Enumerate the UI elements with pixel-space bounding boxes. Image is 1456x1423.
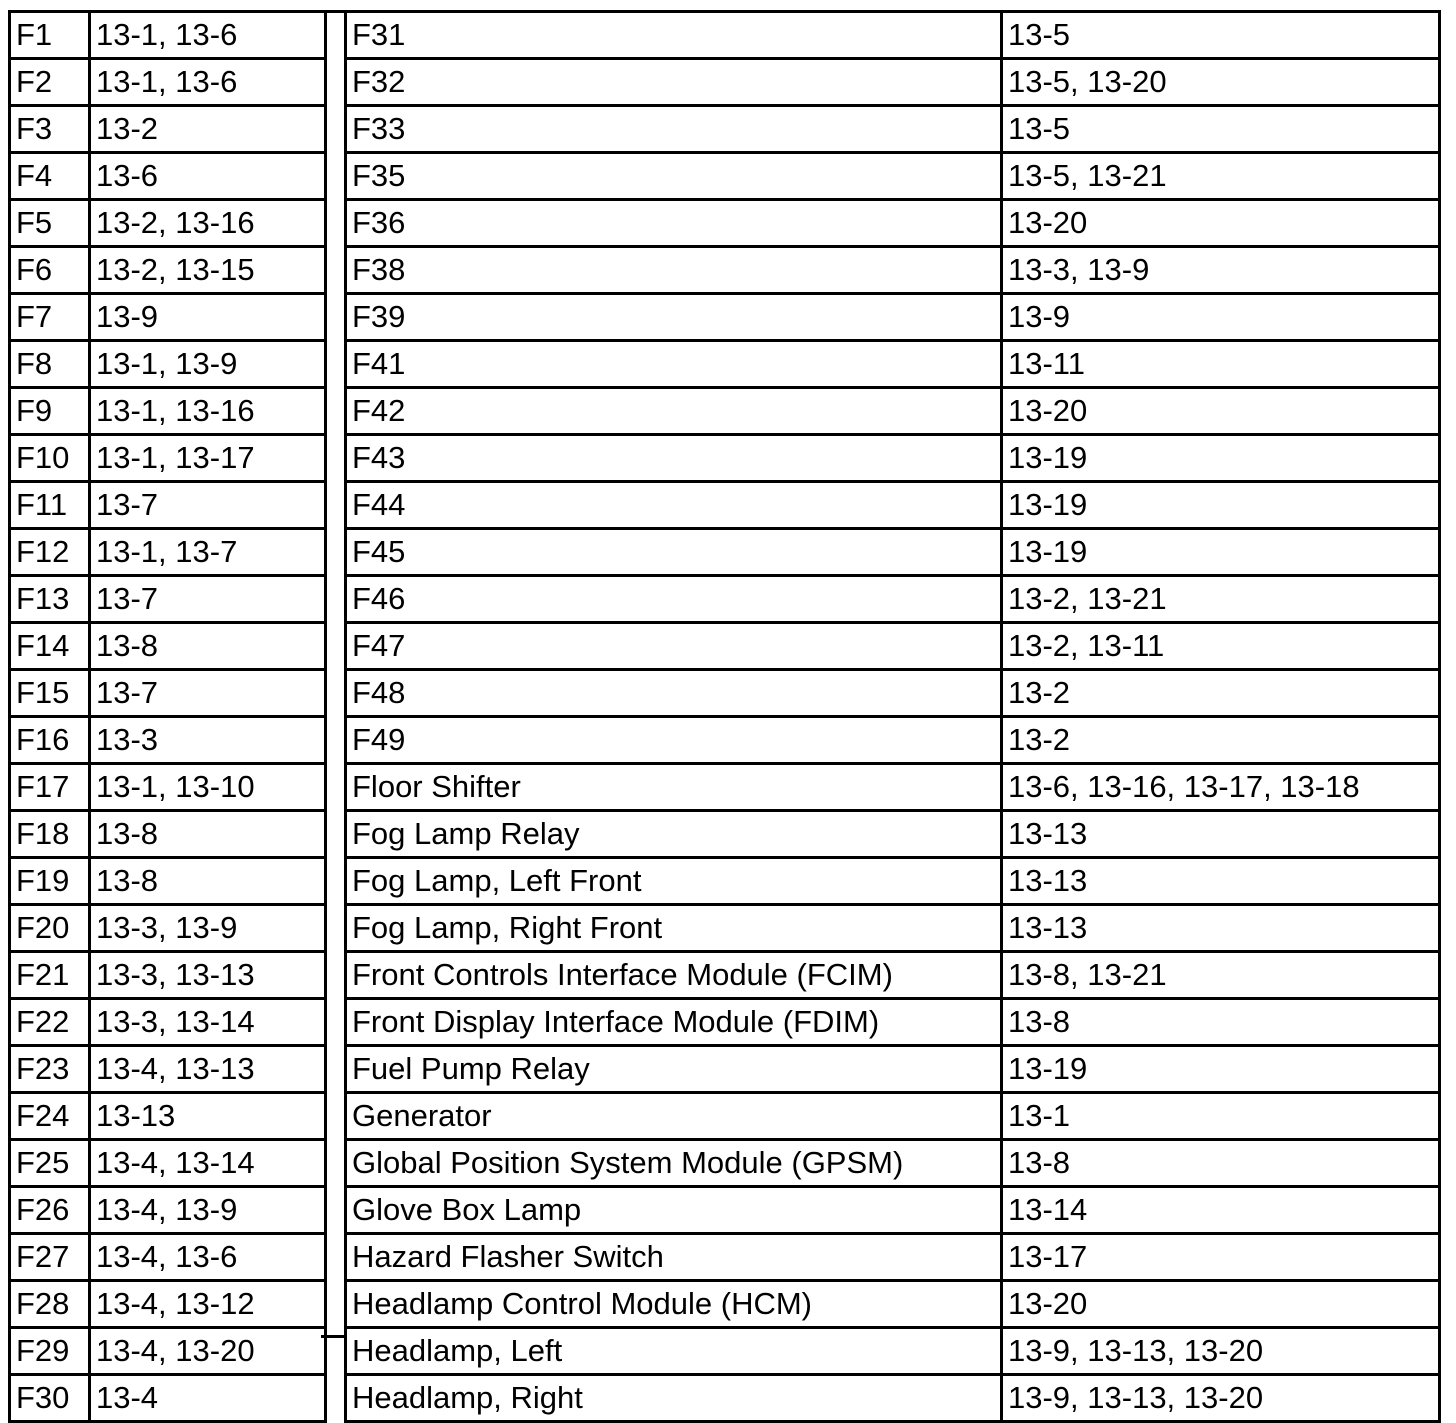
component-cell: Front Display Interface Module (FDIM) bbox=[346, 999, 1002, 1046]
page-reference-cell: 13-19 bbox=[1002, 529, 1440, 576]
component-cell: F7 bbox=[10, 294, 90, 341]
component-cell: F5 bbox=[10, 200, 90, 247]
page-reference-cell: 13-1, 13-7 bbox=[90, 529, 326, 576]
component-index-right-table bbox=[344, 10, 1441, 1423]
page-reference-cell: 13-8, 13-21 bbox=[1002, 952, 1440, 999]
table-row bbox=[346, 1375, 1440, 1422]
page-reference-cell: 13-2, 13-21 bbox=[1002, 576, 1440, 623]
page-reference-cell: 13-14 bbox=[1002, 1187, 1440, 1234]
page-reference-cell: 13-2, 13-11 bbox=[1002, 623, 1440, 670]
page-reference-cell: 13-9 bbox=[1002, 294, 1440, 341]
page-reference-cell: 13-3 bbox=[90, 717, 326, 764]
component-cell: F49 bbox=[346, 717, 1002, 764]
page-reference-cell: 13-4, 13-6 bbox=[90, 1234, 326, 1281]
table-row bbox=[346, 388, 1440, 435]
component-cell: F29 bbox=[10, 1328, 90, 1375]
page-reference-cell: 13-6 bbox=[90, 153, 326, 200]
page-reference-cell: 13-19 bbox=[1002, 482, 1440, 529]
component-cell: Fog Lamp, Left Front bbox=[346, 858, 1002, 905]
page-reference-cell: 13-9, 13-13, 13-20 bbox=[1002, 1328, 1440, 1375]
table-row bbox=[346, 1187, 1440, 1234]
component-cell: Headlamp, Left bbox=[346, 1328, 1002, 1375]
table-row bbox=[346, 435, 1440, 482]
page-reference-cell: 13-5 bbox=[1002, 106, 1440, 153]
table-row bbox=[346, 576, 1440, 623]
component-cell: F11 bbox=[10, 482, 90, 529]
table-row bbox=[346, 952, 1440, 999]
page-reference-cell: 13-4, 13-12 bbox=[90, 1281, 326, 1328]
component-cell: F20 bbox=[10, 905, 90, 952]
page-reference-cell: 13-3, 13-14 bbox=[90, 999, 326, 1046]
component-cell: F48 bbox=[346, 670, 1002, 717]
component-cell: F31 bbox=[346, 12, 1002, 59]
component-cell: F1 bbox=[10, 12, 90, 59]
component-cell: F19 bbox=[10, 858, 90, 905]
component-cell: F41 bbox=[346, 341, 1002, 388]
component-index bbox=[8, 10, 1438, 1415]
page-reference-cell: 13-2 bbox=[1002, 717, 1440, 764]
component-cell: F26 bbox=[10, 1187, 90, 1234]
component-cell: F38 bbox=[346, 247, 1002, 294]
component-cell: F13 bbox=[10, 576, 90, 623]
table-row bbox=[10, 247, 326, 294]
page-reference-cell: 13-13 bbox=[1002, 811, 1440, 858]
component-cell: Fog Lamp Relay bbox=[346, 811, 1002, 858]
table-row bbox=[10, 153, 326, 200]
page-reference-cell: 13-4, 13-14 bbox=[90, 1140, 326, 1187]
table-row bbox=[10, 529, 326, 576]
table-row bbox=[346, 341, 1440, 388]
table-row bbox=[346, 59, 1440, 106]
component-cell: Glove Box Lamp bbox=[346, 1187, 1002, 1234]
page-reference-cell: 13-1, 13-6 bbox=[90, 12, 326, 59]
table-row bbox=[10, 576, 326, 623]
page-reference-cell: 13-1, 13-6 bbox=[90, 59, 326, 106]
table-row bbox=[10, 1093, 326, 1140]
table-row bbox=[10, 294, 326, 341]
table-row bbox=[346, 717, 1440, 764]
page-reference-cell: 13-4, 13-13 bbox=[90, 1046, 326, 1093]
table-row bbox=[346, 764, 1440, 811]
page-reference-cell: 13-1, 13-17 bbox=[90, 435, 326, 482]
table-row bbox=[346, 247, 1440, 294]
page-reference-cell: 13-1, 13-9 bbox=[90, 341, 326, 388]
table-row bbox=[346, 858, 1440, 905]
table-row bbox=[10, 435, 326, 482]
component-cell: F21 bbox=[10, 952, 90, 999]
component-cell: F28 bbox=[10, 1281, 90, 1328]
table-row bbox=[346, 1140, 1440, 1187]
page-reference-cell: 13-20 bbox=[1002, 200, 1440, 247]
page-reference-cell: 13-5, 13-20 bbox=[1002, 59, 1440, 106]
table-row bbox=[10, 59, 326, 106]
page-reference-cell: 13-9, 13-13, 13-20 bbox=[1002, 1375, 1440, 1422]
page-reference-cell: 13-11 bbox=[1002, 341, 1440, 388]
table-row bbox=[10, 905, 326, 952]
table-row bbox=[10, 1281, 326, 1328]
page-reference-cell: 13-4, 13-20 bbox=[90, 1328, 326, 1375]
table-row bbox=[10, 811, 326, 858]
table-row bbox=[346, 200, 1440, 247]
page-reference-cell: 13-3, 13-9 bbox=[90, 905, 326, 952]
component-cell: F10 bbox=[10, 435, 90, 482]
table-row bbox=[346, 482, 1440, 529]
component-cell: Fog Lamp, Right Front bbox=[346, 905, 1002, 952]
table-row bbox=[10, 341, 326, 388]
component-cell: F30 bbox=[10, 1375, 90, 1422]
page-reference-cell: 13-19 bbox=[1002, 1046, 1440, 1093]
page-reference-cell: 13-4 bbox=[90, 1375, 326, 1422]
page-reference-cell: 13-2 bbox=[90, 106, 326, 153]
component-cell: F22 bbox=[10, 999, 90, 1046]
page-reference-cell: 13-1 bbox=[1002, 1093, 1440, 1140]
component-cell: F46 bbox=[346, 576, 1002, 623]
table-row bbox=[346, 106, 1440, 153]
table-row bbox=[346, 999, 1440, 1046]
table-row bbox=[10, 717, 326, 764]
page-reference-cell: 13-13 bbox=[1002, 905, 1440, 952]
page-reference-cell: 13-1, 13-10 bbox=[90, 764, 326, 811]
component-cell: Global Position System Module (GPSM) bbox=[346, 1140, 1002, 1187]
component-cell: Headlamp, Right bbox=[346, 1375, 1002, 1422]
component-cell: F33 bbox=[346, 106, 1002, 153]
component-cell: F32 bbox=[346, 59, 1002, 106]
table-row bbox=[10, 858, 326, 905]
page-reference-cell: 13-13 bbox=[90, 1093, 326, 1140]
table-row bbox=[346, 1328, 1440, 1375]
page-reference-cell: 13-13 bbox=[1002, 858, 1440, 905]
component-cell: Headlamp Control Module (HCM) bbox=[346, 1281, 1002, 1328]
table-row bbox=[346, 294, 1440, 341]
table-row bbox=[10, 952, 326, 999]
component-cell: F12 bbox=[10, 529, 90, 576]
page-reference-cell: 13-9 bbox=[90, 294, 326, 341]
page-reference-cell: 13-20 bbox=[1002, 1281, 1440, 1328]
table-row bbox=[346, 1093, 1440, 1140]
page-reference-cell: 13-3, 13-13 bbox=[90, 952, 326, 999]
page-reference-cell: 13-8 bbox=[1002, 999, 1440, 1046]
component-cell: F9 bbox=[10, 388, 90, 435]
page-reference-cell: 13-20 bbox=[1002, 388, 1440, 435]
table-row bbox=[346, 670, 1440, 717]
page-reference-cell: 13-8 bbox=[90, 858, 326, 905]
component-cell: F25 bbox=[10, 1140, 90, 1187]
table-row bbox=[346, 811, 1440, 858]
component-cell: F43 bbox=[346, 435, 1002, 482]
component-cell: Front Controls Interface Module (FCIM) bbox=[346, 952, 1002, 999]
table-row bbox=[10, 623, 326, 670]
table-row bbox=[346, 1046, 1440, 1093]
component-cell: F39 bbox=[346, 294, 1002, 341]
table-row bbox=[346, 1234, 1440, 1281]
component-cell: F3 bbox=[10, 106, 90, 153]
component-cell: F4 bbox=[10, 153, 90, 200]
component-cell: Hazard Flasher Switch bbox=[346, 1234, 1002, 1281]
table-row bbox=[10, 1375, 326, 1422]
component-cell: F42 bbox=[346, 388, 1002, 435]
page-reference-cell: 13-2 bbox=[1002, 670, 1440, 717]
component-cell: F16 bbox=[10, 717, 90, 764]
page-reference-cell: 13-8 bbox=[90, 811, 326, 858]
component-cell: F47 bbox=[346, 623, 1002, 670]
table-row bbox=[10, 106, 326, 153]
component-cell: F23 bbox=[10, 1046, 90, 1093]
table-row bbox=[346, 1281, 1440, 1328]
table-row bbox=[346, 623, 1440, 670]
table-row bbox=[10, 1328, 326, 1375]
table-row bbox=[10, 764, 326, 811]
component-cell: F17 bbox=[10, 764, 90, 811]
table-row bbox=[10, 1046, 326, 1093]
page-reference-cell: 13-6, 13-16, 13-17, 13-18 bbox=[1002, 764, 1440, 811]
component-cell: F2 bbox=[10, 59, 90, 106]
page-reference-cell: 13-7 bbox=[90, 576, 326, 623]
page-reference-cell: 13-2, 13-15 bbox=[90, 247, 326, 294]
table-row bbox=[346, 12, 1440, 59]
component-cell: F15 bbox=[10, 670, 90, 717]
table-row bbox=[10, 1234, 326, 1281]
component-cell: F24 bbox=[10, 1093, 90, 1140]
page-reference-cell: 13-7 bbox=[90, 482, 326, 529]
table-row bbox=[10, 1140, 326, 1187]
page-reference-cell: 13-19 bbox=[1002, 435, 1440, 482]
component-cell: Generator bbox=[346, 1093, 1002, 1140]
component-cell: Fuel Pump Relay bbox=[346, 1046, 1002, 1093]
component-cell: F35 bbox=[346, 153, 1002, 200]
component-cell: F27 bbox=[10, 1234, 90, 1281]
component-cell: F44 bbox=[346, 482, 1002, 529]
component-index-left-table bbox=[8, 10, 327, 1423]
table-row bbox=[10, 200, 326, 247]
page-reference-cell: 13-1, 13-16 bbox=[90, 388, 326, 435]
component-cell: F36 bbox=[346, 200, 1002, 247]
page-reference-cell: 13-8 bbox=[90, 623, 326, 670]
page-reference-cell: 13-5 bbox=[1002, 12, 1440, 59]
page-reference-cell: 13-5, 13-21 bbox=[1002, 153, 1440, 200]
page-reference-cell: 13-17 bbox=[1002, 1234, 1440, 1281]
page-reference-cell: 13-3, 13-9 bbox=[1002, 247, 1440, 294]
component-cell: F14 bbox=[10, 623, 90, 670]
component-cell: F45 bbox=[346, 529, 1002, 576]
component-cell: F18 bbox=[10, 811, 90, 858]
component-cell: F6 bbox=[10, 247, 90, 294]
page-reference-cell: 13-7 bbox=[90, 670, 326, 717]
table-row bbox=[10, 482, 326, 529]
table-row bbox=[10, 999, 326, 1046]
table-row bbox=[346, 905, 1440, 952]
table-row bbox=[10, 388, 326, 435]
page-reference-cell: 13-2, 13-16 bbox=[90, 200, 326, 247]
page-reference-cell: 13-8 bbox=[1002, 1140, 1440, 1187]
table-row bbox=[346, 529, 1440, 576]
table-row bbox=[346, 153, 1440, 200]
table-row bbox=[10, 1187, 326, 1234]
table-row bbox=[10, 670, 326, 717]
component-cell: F8 bbox=[10, 341, 90, 388]
page-reference-cell: 13-4, 13-9 bbox=[90, 1187, 326, 1234]
component-cell: Floor Shifter bbox=[346, 764, 1002, 811]
table-row bbox=[10, 12, 326, 59]
